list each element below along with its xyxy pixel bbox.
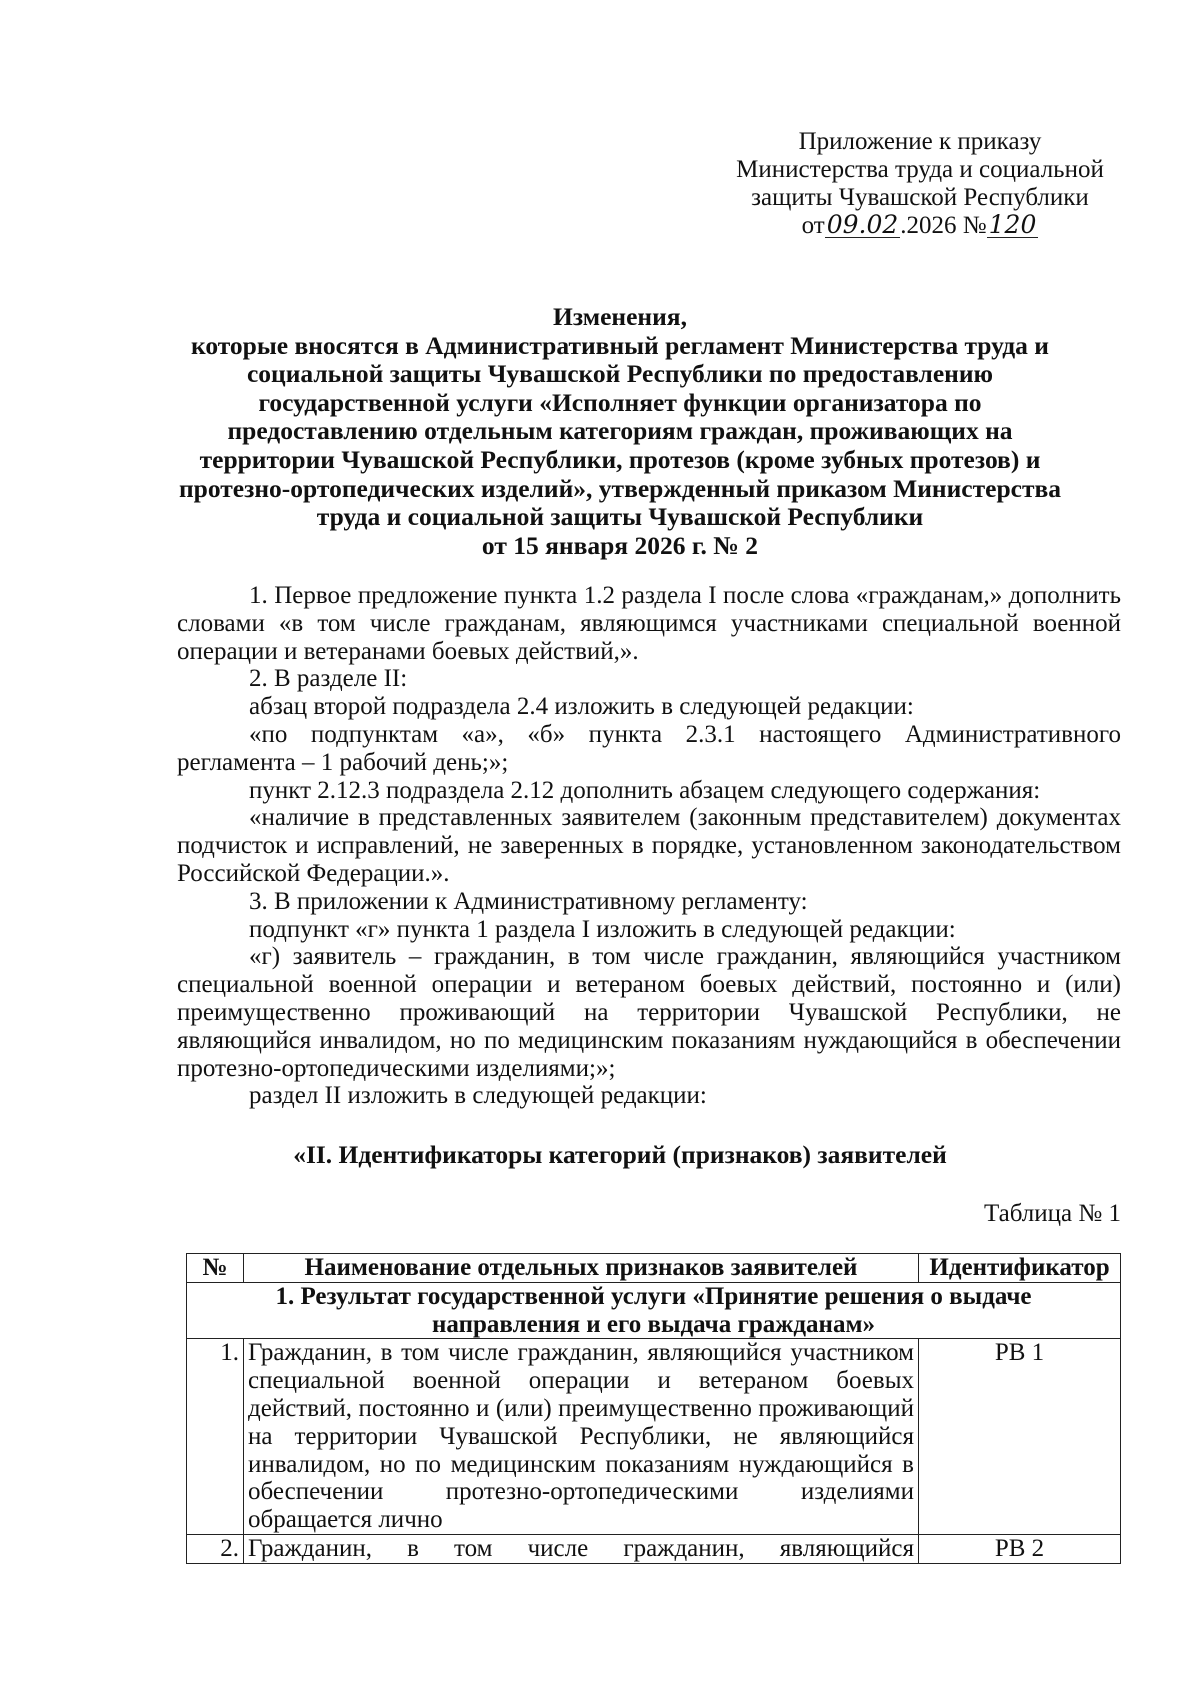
row-identifier: РВ 1 [919,1339,1121,1535]
handwritten-date: 09.02 [826,210,899,239]
row-number: 2. [187,1534,244,1563]
row-number: 1. [187,1339,244,1535]
table-caption: Таблица № 1 [983,1200,1121,1227]
header-identifier: Идентификатор [919,1254,1121,1283]
identifiers-table [186,1253,1121,1564]
document-title [170,303,1070,560]
row-identifier: РВ 2 [919,1534,1121,1563]
group-row-line-1: 1. Результат государственной услуги «Принятие решения о выдаче [275,1282,1032,1310]
title-line-9: от 15 января 2026 г. № 2 [481,530,759,560]
paragraph-8: подпункт «г» пункта 1 раздела I изложить в следующей редакции: [249,915,956,943]
table-row [187,1339,1121,1535]
title-line-5: предоставлению отдельным категориям граждан, проживающих на [227,416,1013,446]
title-line-7: протезно-ортопедических изделий», утвержденный приказом Министерства [178,473,1062,503]
date-year: .2026 № [900,212,987,239]
handwritten-order-number: 120 [988,210,1037,239]
table-group-row [187,1282,1121,1339]
group-row-cell [187,1282,1121,1339]
paragraph-2: 2. В разделе II: [249,665,408,693]
title-line-6: территории Чувашской Республики, протезов (кроме зубных протезов) и [199,444,1041,474]
header-line-2: Министерства труда и социальной [736,156,1104,183]
appendix-header [710,128,1130,240]
paragraph-10: раздел II изложить в следующей редакции: [249,1082,707,1110]
date-prefix: от [801,212,825,239]
header-line-3: защиты Чувашской Республики [751,184,1089,211]
paragraph-5: пункт 2.12.3 подраздела 2.12 дополнить абзацем следующего содержания: [249,776,1041,804]
header-date-line [710,212,1130,240]
paragraph-3: абзац второй подраздела 2.4 изложить в следующей редакции: [249,693,914,721]
title-line-4: государственной услуги «Исполняет функции организатора по [258,387,982,417]
title-line-3: социальной защиты Чувашской Республики по предоставлению [246,359,994,389]
title-line-8: труда и социальной защиты Чувашской Республики [316,502,924,532]
row-text: Гражданин, в том числе гражданин, являющийся участником специальной военной операции и ветераном боевых действий, постоянно и (или) преимущественно проживающий на территории Чувашской Республики, не являющийся инвалидом, но по медицинским показаниям нуждающийся в обеспечении протезно-ортопедическими изделиями обращается лично [244,1339,919,1535]
header-name: Наименование отдельных признаков заявителей [244,1254,919,1283]
paragraph-4: «по подпунктам «а», «б» пункта 2.3.1 настоящего Административного регламента – 1 рабочий день;»; [177,720,1121,776]
paragraph-9: «г) заявитель – гражданин, в том числе гражданин, являющийся участником специальной военной операции и ветераном боевых действий, постоянно и (или) преимущественно проживающий на территории Чувашской Республики, не являющийся инвалидом, но по медицинским показаниям нуждающийся в обеспечении протезно-ортопедическими изделиями;»; [177,943,1121,1082]
paragraph-1: 1. Первое предложение пункта 1.2 раздела I после слова «гражданам,» дополнить словами «в том числе гражданам, являющимся участниками специальной военной операции и ветеранами боевых действий,». [177,582,1121,665]
group-row-line-2: направления и его выдача гражданам» [432,1310,875,1338]
table-header-row [187,1254,1121,1283]
paragraph-7: 3. В приложении к Административному регламенту: [249,887,808,915]
section-title: «II. Идентификаторы категорий (признаков) заявителей [293,1140,947,1169]
document-body [177,582,1121,1110]
header-number: № [187,1254,244,1283]
paragraph-6: «наличие в представленных заявителем (законным представителем) документах подчисток и исправлений, не заверенных в порядке, установленном законодательством Российской Федерации.». [177,804,1121,887]
title-line-1: Изменения, [553,302,687,331]
row-text: Гражданин, в том числе гражданин, являющийся [244,1534,919,1563]
table-row [187,1534,1121,1563]
header-line-1: Приложение к приказу [798,128,1042,155]
title-line-2: которые вносятся в Административный регламент Министерства труда и [190,330,1050,360]
